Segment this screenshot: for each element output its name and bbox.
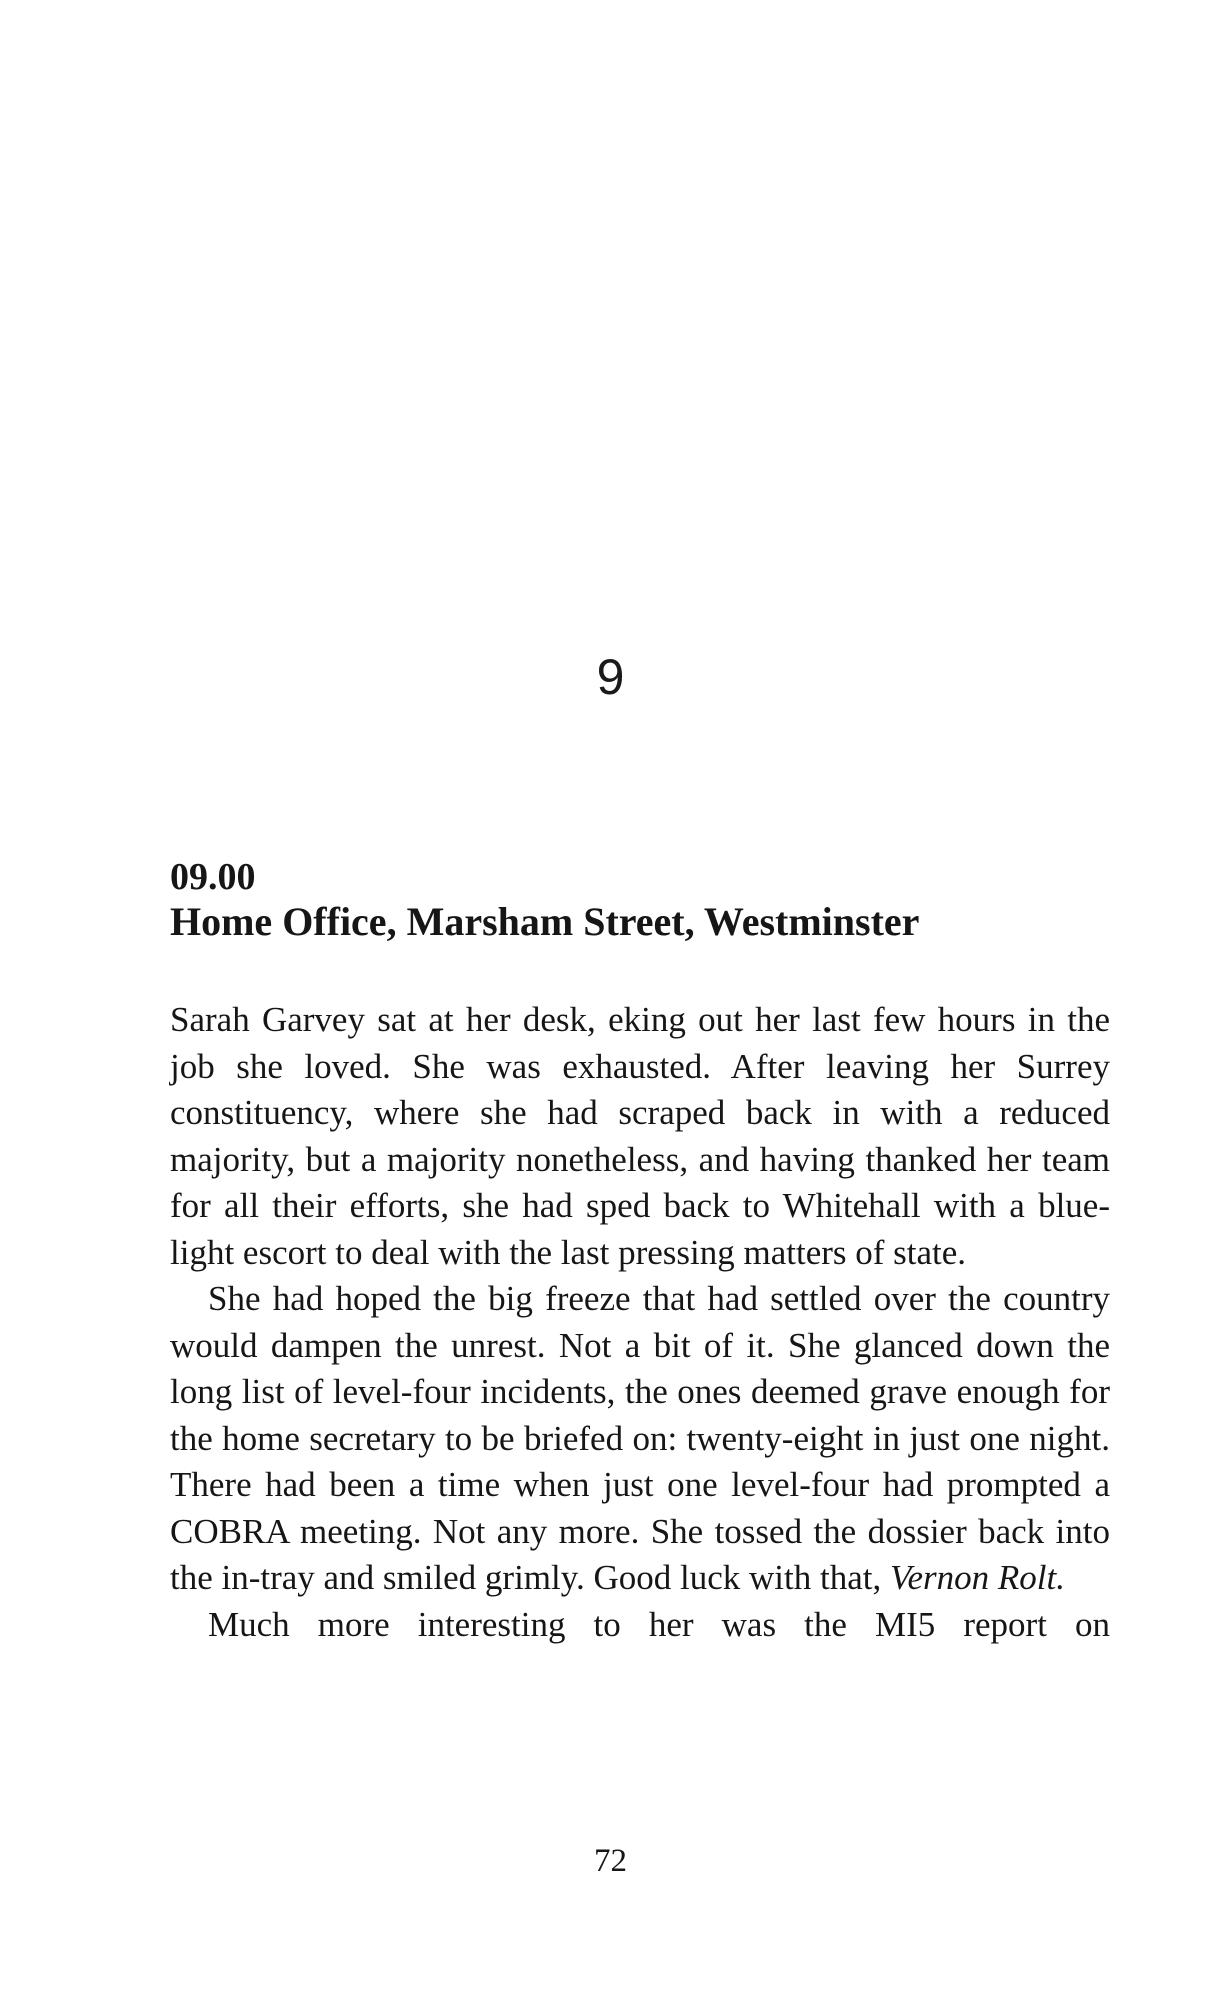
scene-time-heading: 09.00 [170, 856, 256, 898]
paragraph: Sarah Garvey sat at her desk, eking out her last few hours in the job she loved. She was exhausted. After leaving her Surrey constituency, where she had scraped back in with a reduced majority, but a majority nonetheless, and having thanked her team for all their efforts, she had sped back to Whitehall with a blue-light escort to deal with the last pressing matters of state. [170, 1000, 1110, 1272]
page-number: 72 [594, 1843, 627, 1879]
chapter-number: 9 [596, 649, 625, 705]
scene-location-heading: Home Office, Marsham Street, Westminster [170, 899, 920, 944]
paragraph [170, 1276, 1110, 1602]
italic-name: Vernon Rolt. [889, 1558, 1065, 1597]
paragraph: Much more interesting to her was the MI5 report on [208, 1604, 1110, 1644]
paragraph-text: She had hoped the big freeze that had settled over the country would dampen the unrest. Not a bit of it. She glanced down the long list of level-four incidents, the ones deemed grave enough for the home secretary to be briefed on: twenty-eight in just one night. There had been a time when just one level-four had prompted a COBRA meeting. Not any more. She tossed the dossier back into the in-tray and smiled grimly. Good luck with that, [170, 1279, 1110, 1597]
chapter-body-text [170, 997, 1110, 1648]
